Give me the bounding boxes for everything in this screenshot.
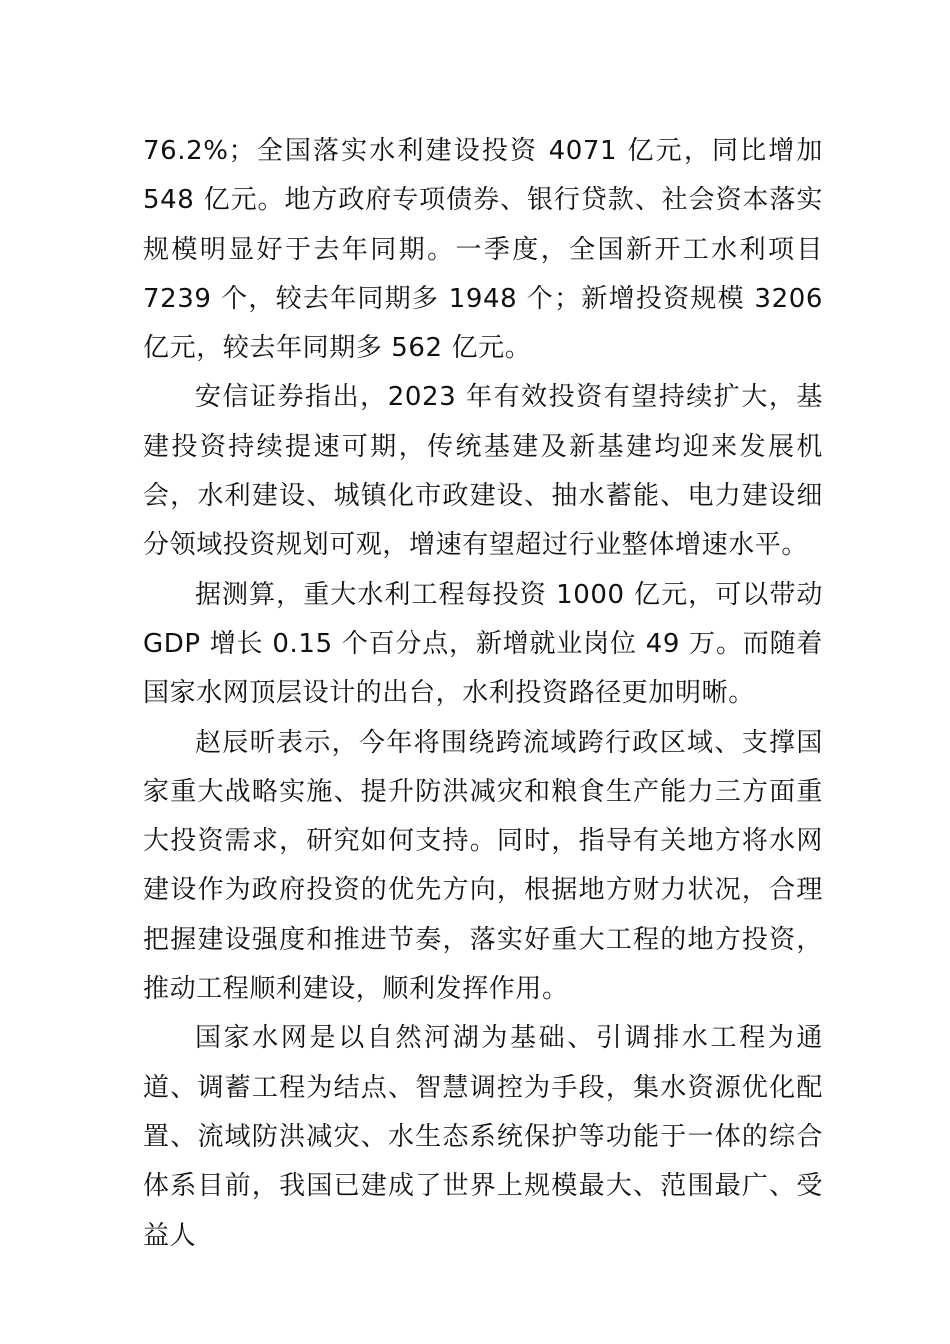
- document-body: [143, 127, 823, 1261]
- paragraph-5: 国家水网是以自然河湖为基础、引调排水工程为通道、调蓄工程为结点、智慧调控为手段，集水资源优化配置、流域防洪减灾、水生态系统保护等功能于一体的综合体系目前，我国已建成了世界上规模最大、范围最广、受益人: [143, 1023, 823, 1251]
- paragraph-4: 赵辰昕表示，今年将围绕跨流域跨行政区域、支撑国家重大战略实施、提升防洪减灾和粮食生产能力三方面重大投资需求，研究如何支持。同时，指导有关地方将水网建设作为政府投资的优先方向，根据地方财力状况，合理把握建设强度和推进节奏，落实好重大工程的地方投资，推动工程顺利建设，顺利发挥作用。: [143, 727, 823, 1005]
- paragraph-1: 76.2%；全国落实水利建设投资 4071 亿元，同比增加 548 亿元。地方政府专项债券、银行贷款、社会资本落实规模明显好于去年同期。一季度，全国新开工水利项目 7239 个，较去年同期多 1948 个；新增投资规模 3206 亿元，较去年同期多 562 亿元。: [143, 136, 823, 364]
- paragraph-3: 据测算，重大水利工程每投资 1000 亿元，可以带动 GDP 增长 0.15 个百分点，新增就业岗位 49 万。而随着国家水网顶层设计的出台，水利投资路径更加明晰。: [143, 579, 823, 709]
- paragraph-2: 安信证券指出，2023 年有效投资有望持续扩大，基建投资持续提速可期，传统基建及新基建均迎来发展机会，水利建设、城镇化市政建设、抽水蓄能、电力建设细分领域投资规划可观，增速有望超过行业整体增速水平。: [143, 382, 823, 561]
